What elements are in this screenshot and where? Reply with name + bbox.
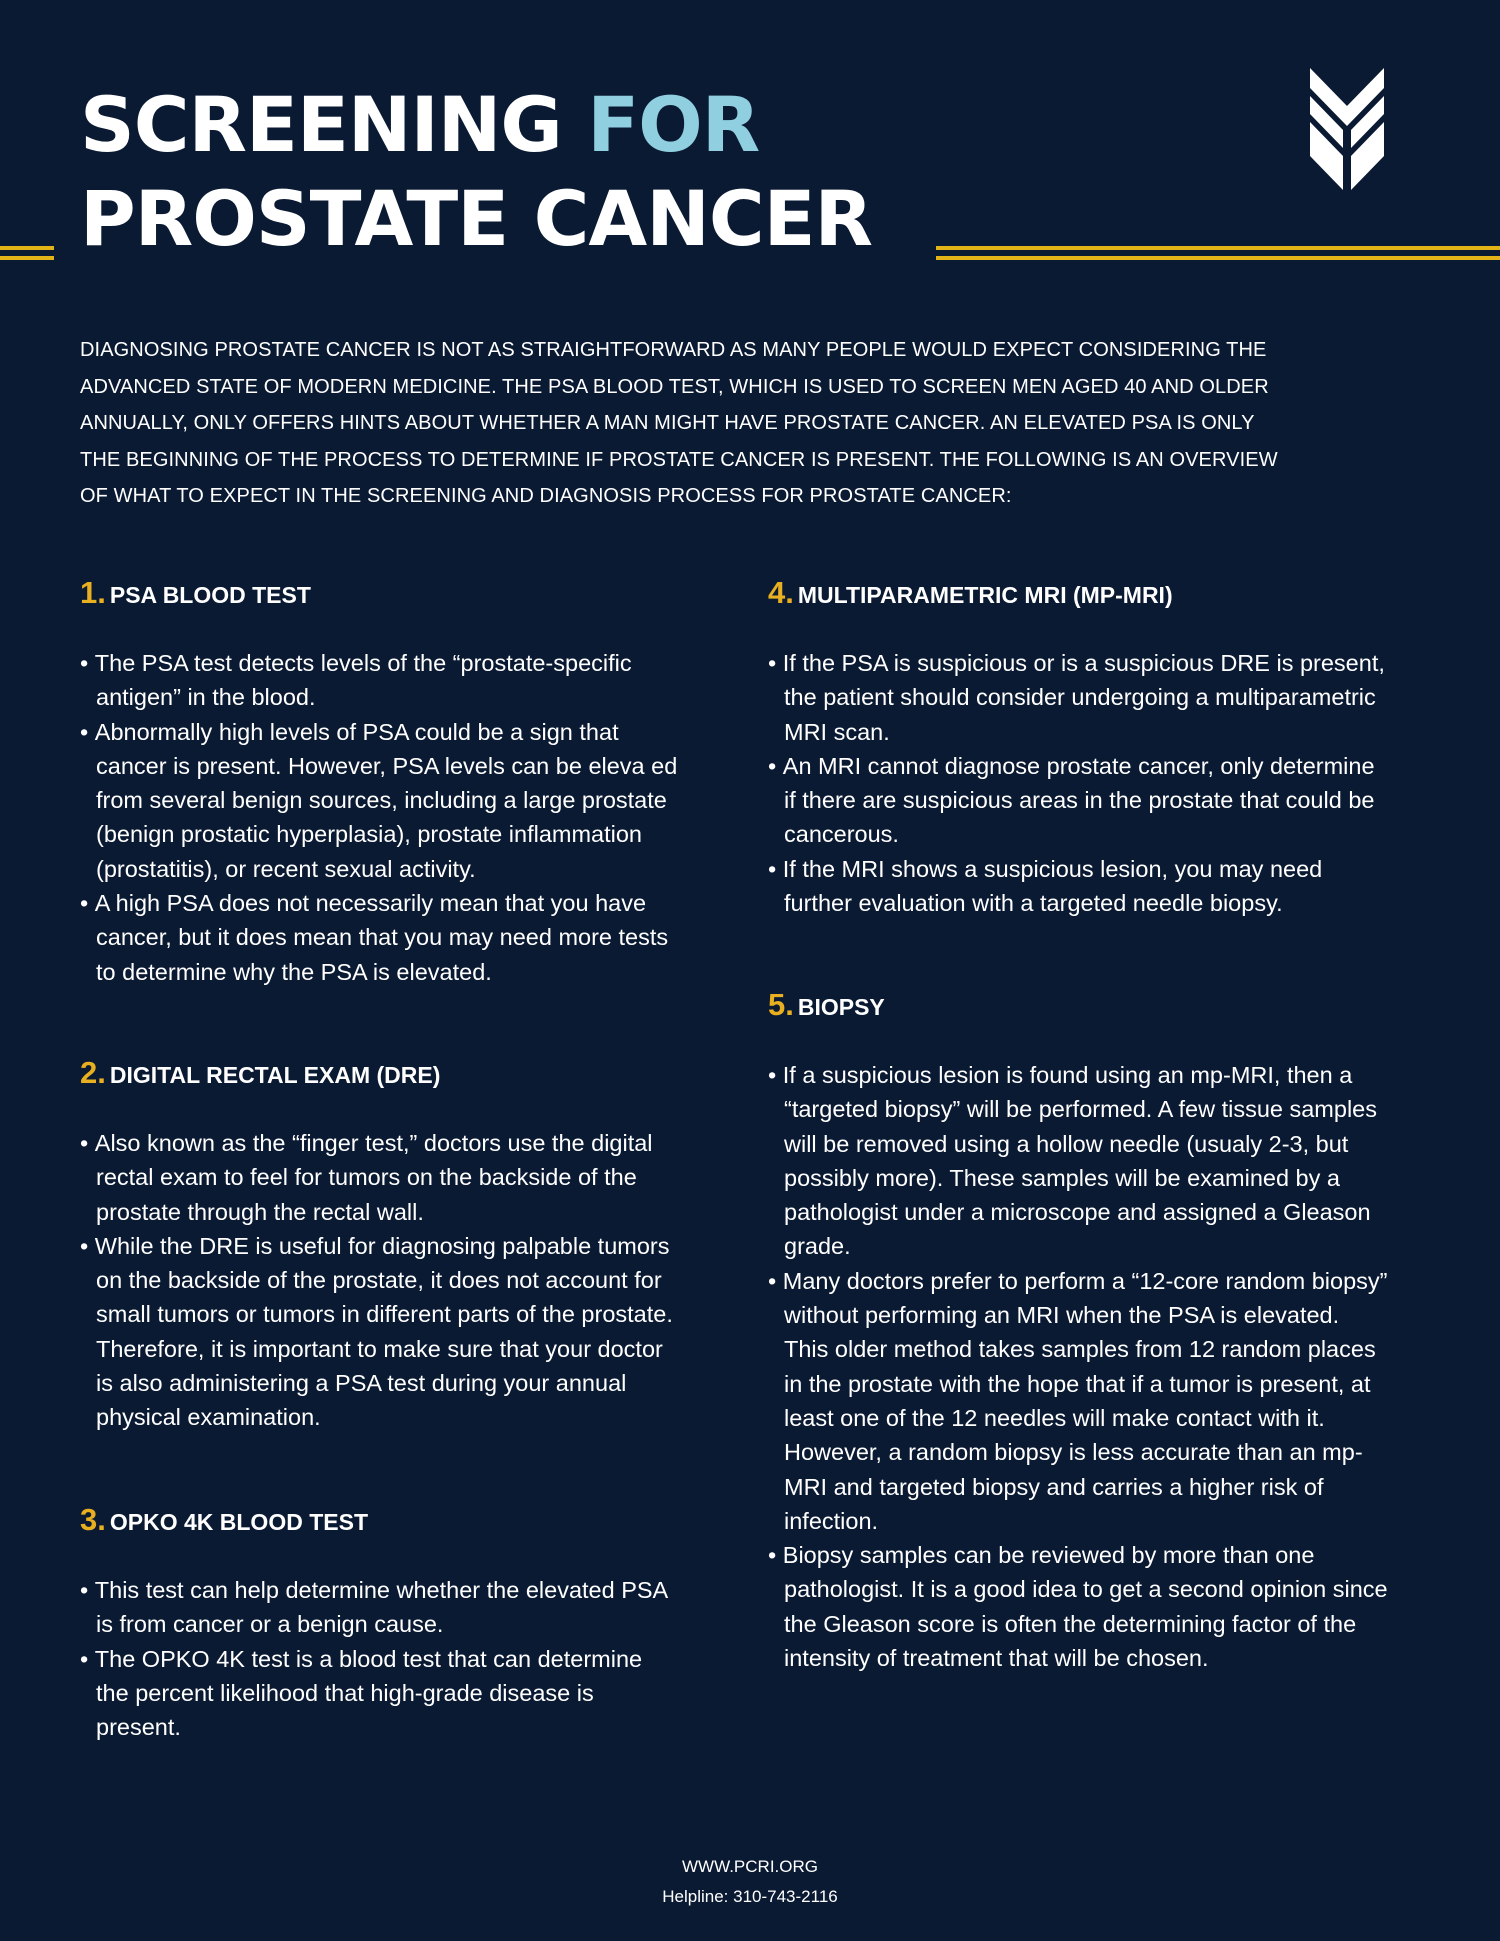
bullet-list	[80, 1573, 680, 1744]
section-number: 4.	[768, 575, 794, 610]
section-heading	[80, 1502, 680, 1537]
section-psa-blood-test	[80, 575, 680, 989]
intro-paragraph: DIAGNOSING PROSTATE CANCER IS NOT AS STRAIGHTFORWARD AS MANY PEOPLE WOULD EXPECT CONSIDERING THE ADVANCED STATE OF MODERN MEDICINE. THE PSA BLOOD TEST, WHICH IS USED TO SCREEN MEN AGED 40 AND OLDER ANNUALLY, ONLY OFFERS HINTS ABOUT WHETHER A MAN MIGHT HAVE PROSTATE CANCER. AN ELEVATED PSA IS ONLY THE BEGINNING OF THE PROCESS TO DETERMINE IF PROSTATE CANCER IS PRESENT. THE FOLLOWING IS AN OVERVIEW OF WHAT TO EXPECT IN THE SCREENING AND DIAGNOSIS PROCESS FOR PROSTATE CANCER:	[80, 339, 1278, 508]
section-multiparametric-mri	[768, 575, 1388, 920]
footer	[0, 1852, 1500, 1912]
website-link[interactable]: WWW.PCRI.ORG	[682, 1857, 818, 1876]
bullet-item: • If the MRI shows a suspicious lesion, you may need further evaluation with a targeted needle biopsy.	[768, 852, 1388, 921]
bullet-item: • A high PSA does not necessarily mean that you have cancer, but it does mean that you may need more tests to determine why the PSA is elevated.	[80, 886, 680, 989]
bullet-item: • If a suspicious lesion is found using an mp-MRI, then a “targeted biopsy” will be performed. A few tissue samples will be removed using a hollow needle (usualy 2-3, but possibly more). These samples will be examined by a pathologist under a microscope and assigned a Gleason grade.	[768, 1058, 1388, 1264]
page-title	[80, 78, 872, 266]
bullet-item: • Abnormally high levels of PSA could be a sign that cancer is present. However, PSA levels can be eleva ed from several benign sources, including a large prostate (benign prostatic hyperplasia), prostate inflammation (prostatitis), or recent sexual activity.	[80, 715, 680, 886]
bullet-list	[768, 646, 1388, 920]
bullet-item: • Biopsy samples can be reviewed by more than one pathologist. It is a good idea to get a second opinion since the Gleason score is often the determining factor of the intensity of treatment that will be chosen.	[768, 1538, 1388, 1675]
section-title: OPKO 4K BLOOD TEST	[109, 1509, 368, 1535]
section-digital-rectal-exam	[80, 1055, 680, 1435]
section-biopsy	[768, 987, 1388, 1675]
section-number: 2.	[80, 1055, 106, 1090]
section-number: 5.	[768, 987, 794, 1022]
bullet-list	[80, 646, 680, 989]
section-title: BIOPSY	[797, 994, 885, 1020]
section-heading	[768, 575, 1388, 610]
bullet-item: • The PSA test detects levels of the “prostate-specific antigen” in the blood.	[80, 646, 680, 715]
bullet-item: • While the DRE is useful for diagnosing palpable tumors on the backside of the prostate, it does not account for small tumors or tumors in different parts of the prostate. Therefore, it is important to make sure that your doctor is also administering a PSA test during your annual physical examination.	[80, 1229, 680, 1435]
section-title: DIGITAL RECTAL EXAM (DRE)	[109, 1062, 441, 1088]
bullet-item: • The OPKO 4K test is a blood test that can determine the percent likelihood that high-grade disease is present.	[80, 1642, 680, 1745]
bullet-item: • If the PSA is suspicious or is a suspicious DRE is present, the patient should consider undergoing a multiparametric MRI scan.	[768, 646, 1388, 749]
chevron-shield-logo-icon	[1306, 66, 1388, 192]
section-number: 3.	[80, 1502, 106, 1537]
section-title: MULTIPARAMETRIC MRI (MP-MRI)	[797, 582, 1173, 608]
left-gold-divider	[0, 246, 54, 262]
right-gold-divider	[936, 246, 1500, 262]
title-part1: SCREENING	[80, 80, 588, 169]
title-line2: PROSTATE CANCER	[80, 174, 873, 263]
section-heading	[80, 1055, 680, 1090]
section-number: 1.	[80, 575, 106, 610]
bullet-list	[768, 1058, 1388, 1675]
bullet-item: • This test can help determine whether the elevated PSA is from cancer or a benign cause.	[80, 1573, 680, 1642]
title-accent: FOR	[587, 80, 760, 169]
bullet-item: • Also known as the “finger test,” doctors use the digital rectal exam to feel for tumors on the backside of the prostate through the rectal wall.	[80, 1126, 680, 1229]
helpline-text: Helpline: 310-743-2116	[662, 1887, 838, 1906]
bullet-item: • An MRI cannot diagnose prostate cancer, only determine if there are suspicious areas in the prostate that could be cancerous.	[768, 749, 1388, 852]
section-heading	[768, 987, 1388, 1022]
bullet-item: • Many doctors prefer to perform a “12-core random biopsy” without performing an MRI when the PSA is elevated. This older method takes samples from 12 random places in the prostate with the hope that if a tumor is present, at least one of the 12 needles will make contact with it. However, a random biopsy is less accurate than an mp-MRI and targeted biopsy and carries a higher risk of infection.	[768, 1264, 1388, 1538]
section-title: PSA BLOOD TEST	[109, 582, 311, 608]
section-opko-4k-blood-test	[80, 1502, 680, 1744]
section-heading	[80, 575, 680, 610]
bullet-list	[80, 1126, 680, 1435]
